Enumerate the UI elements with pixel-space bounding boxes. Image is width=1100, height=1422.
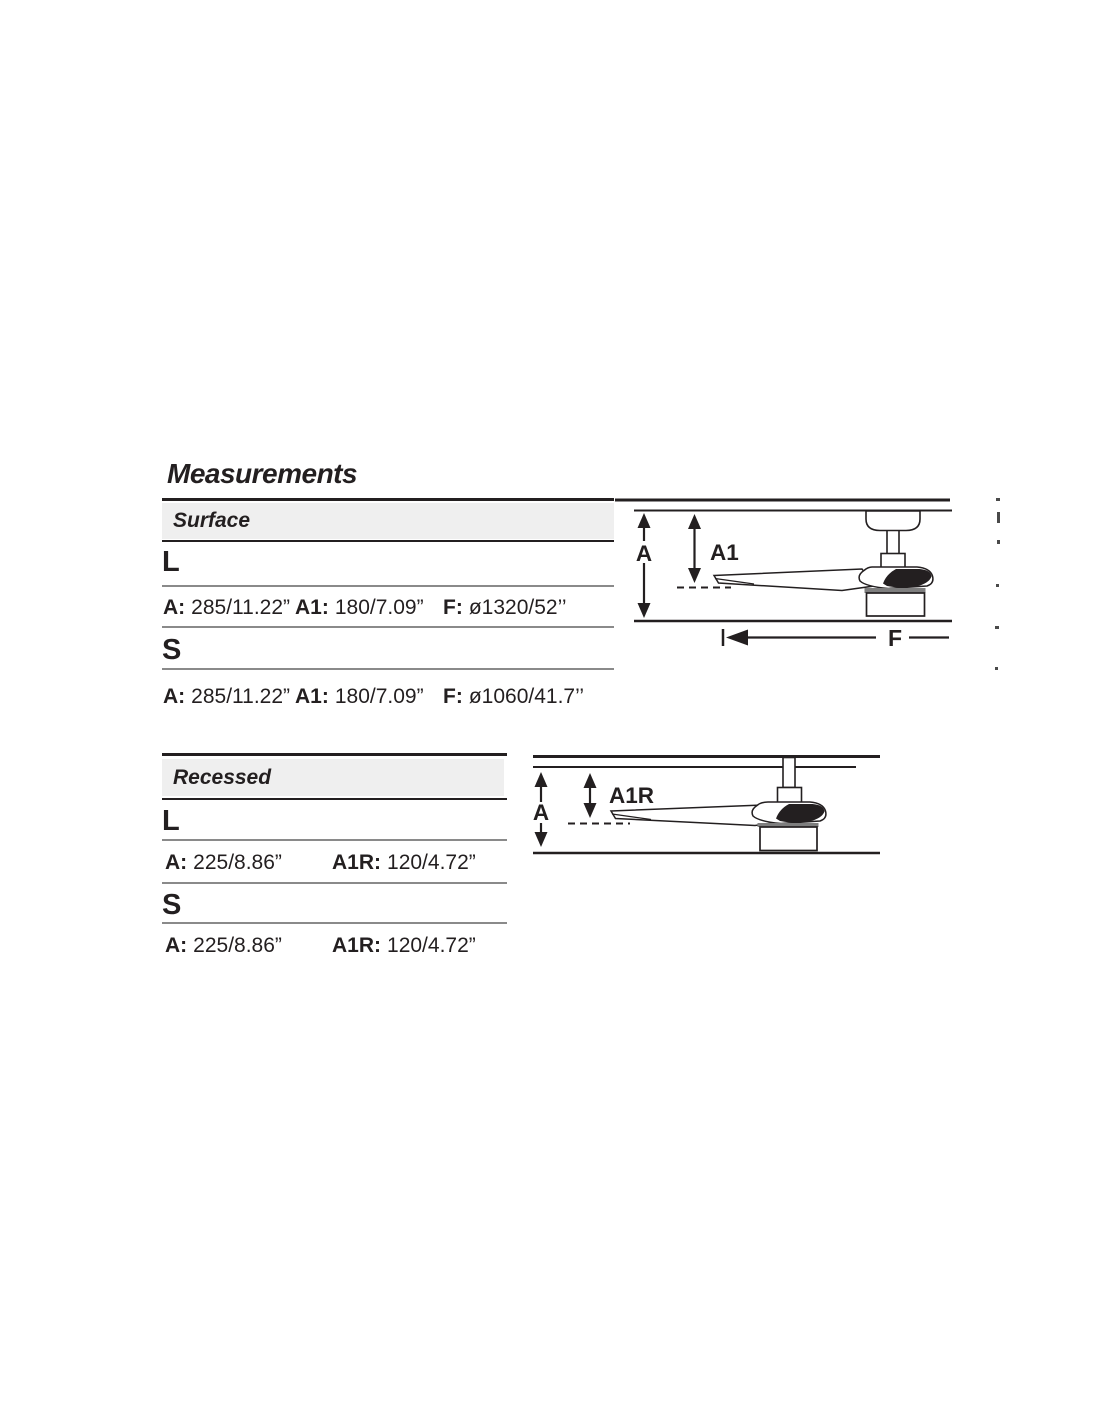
fan-coupler [778, 788, 802, 804]
recessed-variant-l: L [162, 805, 180, 837]
recessed-s-dim-a [165, 934, 282, 958]
dim-label: A: [163, 685, 186, 708]
dim-value: ø1320/52’’ [468, 596, 567, 619]
fan-canopy [866, 511, 920, 531]
dim-label: A1R: [332, 934, 382, 957]
dim-value: 285/11.22” [191, 685, 291, 708]
surface-s-dim-a1 [295, 685, 424, 709]
dim-arrow-f [723, 625, 949, 651]
fan-illustration [714, 511, 933, 616]
surface-variant-l: L [162, 546, 180, 578]
divider [162, 626, 614, 628]
surface-mount-diagram [600, 485, 1010, 660]
dim-label-a1: A1 [710, 540, 739, 565]
dim-label: A: [163, 596, 186, 619]
dim-label: A1: [295, 596, 329, 619]
divider [162, 922, 507, 924]
divider [162, 540, 614, 542]
recessed-l-dim-a1r [332, 851, 476, 875]
divider [162, 882, 507, 884]
divider [162, 585, 614, 587]
dim-arrow-a [530, 772, 553, 847]
edge-artifact [996, 498, 1000, 501]
fan-downrod [887, 530, 899, 554]
dim-arrow-a [632, 513, 656, 618]
dim-value: 225/8.86” [193, 934, 282, 957]
dim-label-f: F [887, 625, 903, 651]
fan-light-box [867, 593, 925, 616]
recessed-l-dim-a [165, 851, 282, 875]
dim-label-a1r: A1R [609, 783, 655, 808]
recessed-s-dim-a1r [332, 934, 476, 958]
dim-value: ø1060/41.7’’ [468, 685, 585, 708]
divider [162, 753, 507, 756]
dim-label: F: [443, 685, 463, 708]
recessed-mount-diagram [518, 745, 898, 860]
edge-artifact [995, 667, 998, 670]
dim-value: 225/8.86” [193, 851, 282, 874]
surface-variant-s: S [162, 634, 182, 666]
dim-value: 120/4.72” [387, 934, 476, 957]
surface-l-dim-f [443, 596, 567, 620]
edge-artifact [997, 540, 1000, 544]
edge-artifact [996, 584, 999, 587]
divider [162, 839, 507, 841]
surface-s-dim-a [163, 685, 290, 709]
dim-value: 285/11.22” [191, 596, 291, 619]
dim-value: 180/7.09” [334, 685, 424, 708]
surface-s-dim-f [443, 685, 584, 709]
dim-value: 120/4.72” [387, 851, 476, 874]
recessed-section-header [162, 759, 504, 796]
surface-section-title: Surface [173, 509, 251, 532]
fan-downrod [783, 758, 795, 788]
dim-label: A1: [295, 685, 329, 708]
recessed-variant-s: S [162, 889, 182, 921]
dim-label: A: [165, 851, 188, 874]
page-title: Measurements [167, 458, 358, 489]
divider [162, 668, 614, 670]
fan-light-box [760, 827, 817, 851]
edge-artifact [995, 626, 999, 629]
surface-l-dim-a [163, 596, 290, 620]
fan-coupler [881, 554, 905, 568]
fan-blade [714, 569, 874, 591]
edge-artifact [997, 512, 1000, 523]
dim-value: 180/7.09” [334, 596, 424, 619]
recessed-section-title: Recessed [173, 765, 272, 789]
divider [162, 498, 614, 501]
surface-l-dim-a1 [295, 596, 424, 620]
dim-label-a: A [635, 541, 653, 566]
dim-label-a: A [532, 800, 550, 825]
dim-arrow-a1 [688, 514, 739, 583]
dim-label: A1R: [332, 851, 382, 874]
dim-label: F: [443, 596, 463, 619]
dim-label: A: [165, 934, 188, 957]
surface-section-header [162, 503, 614, 539]
divider [162, 798, 507, 800]
